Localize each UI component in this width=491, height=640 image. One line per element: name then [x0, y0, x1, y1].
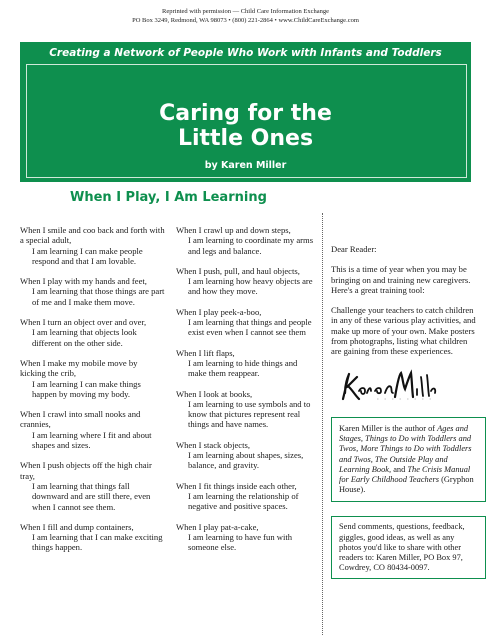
item-lead: When I crawl into small nooks and crannies, — [20, 409, 141, 430]
item-learning: I am learning the relationship of negative and positive spaces. — [188, 490, 299, 512]
item-lead: When I turn an object over and over, — [20, 317, 147, 328]
list-item — [20, 358, 165, 399]
item-learning: I am learning to use symbols and to know that pictures represent real things and have names. — [188, 398, 311, 430]
reprint-notice — [0, 8, 491, 25]
column-1 — [20, 225, 165, 563]
item-learning: I am learning about shapes, sizes, balance, and gravity. — [188, 450, 304, 471]
bio-books-2: The Crisis Manual for Early Childhood Teachers — [339, 464, 471, 484]
item-learning: I am learning that I can make exciting things happen. — [32, 532, 163, 553]
item-learning: I am learning to coordinate my arms and legs and balance. — [188, 235, 314, 256]
page-title — [0, 101, 491, 151]
item-lead: When I fill and dump containers, — [20, 521, 134, 532]
item-lead: When I stack objects, — [176, 439, 250, 450]
byline: by Karen Miller — [204, 160, 287, 171]
letter-paragraph-2: Challenge your teachers to catch children in any of these various play activities, and make up more of your own. Make posters from photographs, listing what children are gaining from these experiences. — [331, 305, 476, 357]
item-learning: I am learning that things and people exist even when I cannot see them — [188, 317, 312, 338]
list-item — [176, 440, 316, 471]
list-item — [176, 481, 316, 512]
title-line-2: Little Ones — [177, 126, 314, 151]
banner-tagline: Creating a Network of People Who Work with Infants and Toddlers — [49, 47, 442, 59]
item-learning: I am learning that things fall downward and are still there, even when I cannot see them. — [32, 480, 151, 512]
letter-paragraph-1: This is a time of year when you may be bringing on and training new caregivers. Here's a great training tool: — [331, 264, 471, 295]
item-lead: When I push, pull, and haul objects, — [176, 265, 300, 276]
list-item — [20, 409, 165, 450]
list-item — [20, 317, 165, 348]
item-learning: I am learning I can make people respond and that I am lovable. — [32, 245, 143, 266]
list-item — [20, 460, 165, 511]
item-learning: I am learning where I fit and about shapes and sizes. — [32, 429, 152, 451]
list-item — [176, 307, 316, 338]
bio-books-1: Ages and Stages, Things to Do with Toddlers and Twos, More Things to Do with Toddlers and Twos, The Outside Play and Learning Book, — [339, 423, 472, 474]
bio-publisher: (Gryphon House). — [339, 474, 474, 495]
bio-and: and — [391, 464, 408, 474]
list-item — [176, 522, 316, 553]
item-lead: When I crawl up and down steps, — [176, 225, 291, 235]
item-learning: I am learning how heavy objects are and how they move. — [188, 276, 313, 297]
list-item — [20, 522, 165, 553]
list-item — [20, 225, 165, 266]
list-item — [176, 389, 316, 430]
item-lead: When I make my mobile move by kicking the crib, — [20, 357, 138, 379]
list-item — [176, 348, 316, 379]
list-item — [20, 276, 165, 307]
item-learning: I am learning that those things are part of me and I make them move. — [32, 286, 165, 307]
list-item — [176, 266, 316, 297]
item-learning: I am learning I can make things happen by moving my body. — [32, 378, 141, 399]
bio-intro: Karen Miller is the author of — [339, 423, 438, 433]
item-lead: When I lift flaps, — [176, 347, 235, 358]
item-lead: When I play pat-a-cake, — [176, 521, 259, 532]
item-lead: When I fit things inside each other, — [176, 480, 297, 491]
item-lead: When I play with my hands and feet, — [20, 276, 147, 287]
item-learning: I am learning to hide things and make them reappear. — [188, 357, 298, 379]
letter-column — [331, 244, 476, 579]
item-lead: When I play peek-a-boo, — [176, 306, 262, 317]
item-lead: When I smile and coo back and forth with a special adult, — [20, 225, 165, 246]
letter-salutation: Dear Reader: — [331, 244, 377, 254]
author-bio-box — [331, 417, 486, 502]
item-lead: When I look at books, — [176, 388, 253, 399]
item-learning: I am learning to have fun with someone else. — [188, 531, 293, 553]
title-line-1: Caring for the — [159, 101, 332, 126]
item-learning: I am learning that objects look different on the other side. — [32, 327, 137, 348]
column-2 — [176, 225, 316, 562]
section-title: When I Play, I Am Learning — [70, 190, 267, 205]
contact-box: Send comments, questions, feedback, giggles, good ideas, as well as any photos you'd like to share with other readers to: Karen Miller, PO Box 97, Cowdrey, CO 80434-0097. — [331, 516, 486, 579]
item-lead: When I push objects off the high chair tray, — [20, 460, 152, 481]
list-item — [176, 225, 316, 256]
signature-image — [337, 369, 437, 405]
reprint-line-1: Reprinted with permission — Child Care Information Exchange — [162, 8, 329, 15]
column-divider — [322, 213, 323, 635]
reprint-line-2: PO Box 3249, Redmond, WA 98073 • (800) 221-2864 • www.ChildCareExchange.com — [132, 16, 359, 24]
